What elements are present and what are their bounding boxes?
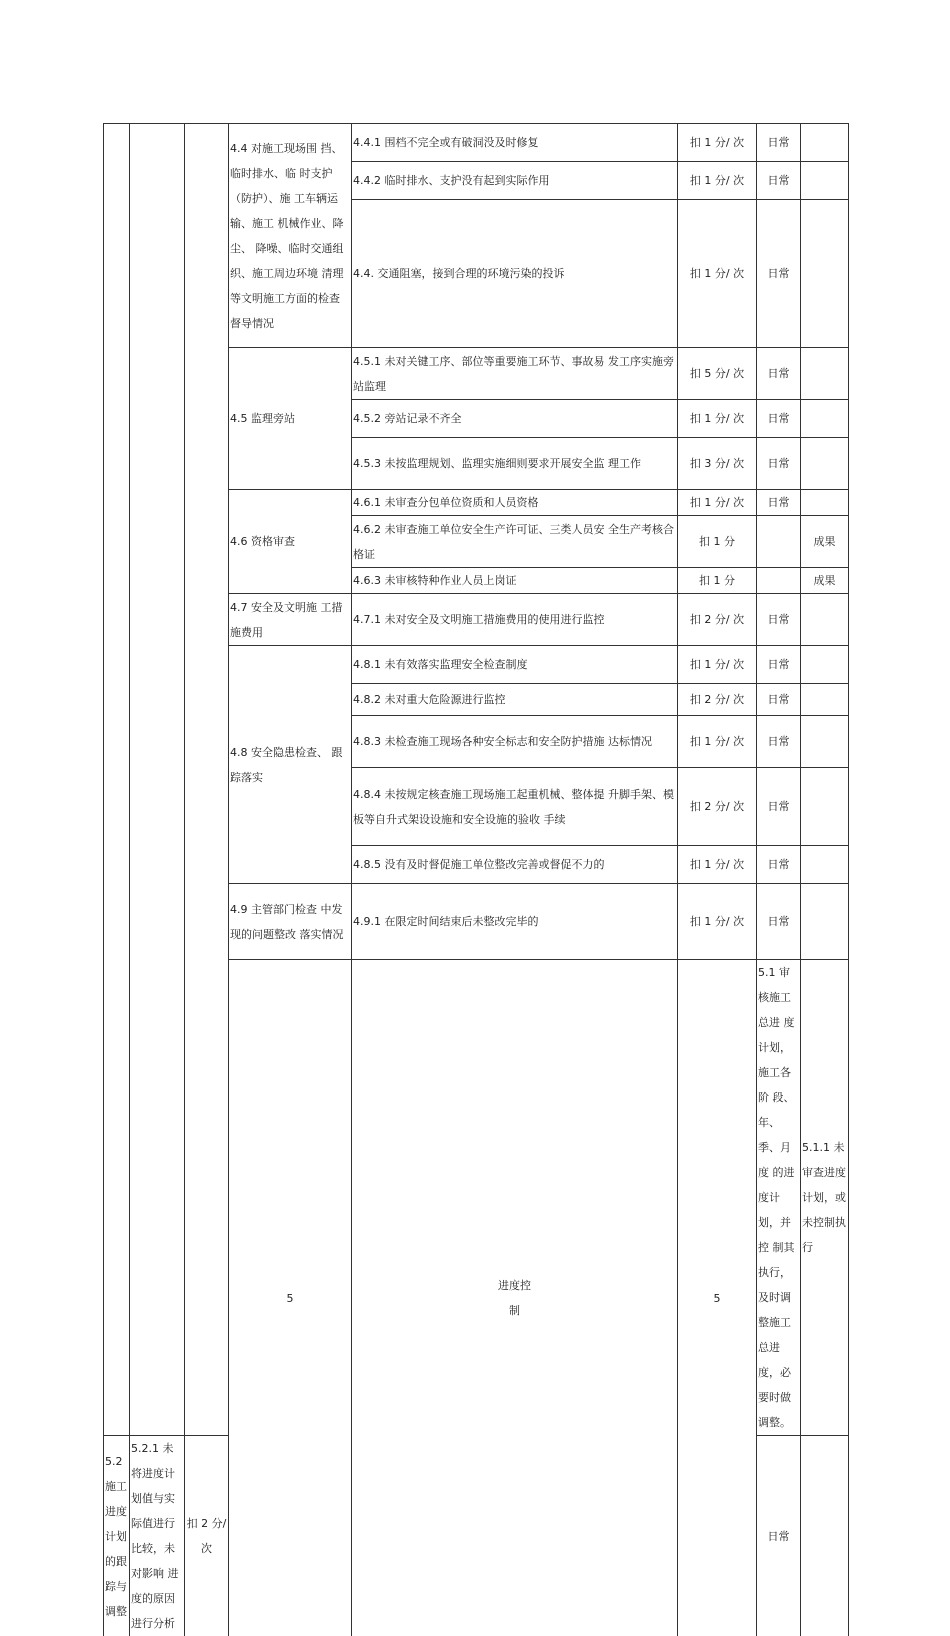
- criterion-text: 4.4.1 围档不完全或有破洞没及时修复: [352, 124, 678, 162]
- item-label: 4.9 主管部门检查 中发现的问题整改 落实情况: [229, 884, 352, 960]
- criterion-text: 4.4. 交通阻塞，接到合理的环境污染的投诉: [352, 200, 678, 348]
- deduction: 扣 2 分/ 次: [185, 1436, 229, 1636]
- section-5-name-line1: 进度控: [353, 1273, 676, 1298]
- deduction: 扣 1 分/ 次: [678, 846, 757, 884]
- item-label: 4.4 对施工现场围 挡、临时排水、临 时支护（防护）、施 工车辆运输、施工 机械作业、降尘、 降噪、临时交通组 织、施工周边环境 清理等文明施工方面的检查督导情况: [229, 124, 352, 348]
- criterion-text: 4.5.1 未对关键工序、部位等重要施工环节、事故易 发工序实施旁站监理: [352, 348, 678, 400]
- criterion-text: 4.6.1 未审查分包单位资质和人员资格: [352, 490, 678, 516]
- result: [801, 400, 849, 438]
- frequency: 日常: [757, 400, 801, 438]
- criterion-text: 4.6.3 未审核特种作业人员上岗证: [352, 568, 678, 594]
- evaluation-table: [103, 123, 849, 1636]
- deduction: 扣 2 分/ 次: [678, 684, 757, 716]
- criterion-text: 4.8.3 未检查施工现场各种安全标志和安全防护措施 达标情况: [352, 716, 678, 768]
- section-4-number-cell: [104, 124, 130, 1436]
- result: [801, 768, 849, 846]
- frequency: 日常: [757, 490, 801, 516]
- result: 成果: [801, 568, 849, 594]
- result: 成果: [801, 516, 849, 568]
- frequency: 日常: [757, 348, 801, 400]
- criterion-text: 4.9.1 在限定时间结束后未整改完毕的: [352, 884, 678, 960]
- deduction: 扣 1 分: [678, 568, 757, 594]
- frequency: 日常: [757, 846, 801, 884]
- item-label: 5.1 审核施工总进 度计划，施工各阶 段、年、季、月度 的进度计划，并控 制其执行，及时调 整施工总进度，必 要时做调整。: [757, 960, 801, 1436]
- item-label: 4.5 监理旁站: [229, 348, 352, 490]
- criterion-text: 4.8.5 没有及时督促施工单位整改完善或督促不力的: [352, 846, 678, 884]
- frequency: 日常: [757, 646, 801, 684]
- section-4-name-cell: [130, 124, 185, 1436]
- deduction: 扣 1 分/ 次: [678, 200, 757, 348]
- criterion-text: 4.6.2 未审查施工单位安全生产许可证、三类人员安 全生产考核合格证: [352, 516, 678, 568]
- result: [801, 162, 849, 200]
- result: [801, 594, 849, 646]
- criterion-text: 4.7.1 未对安全及文明施工措施费用的使用进行监控: [352, 594, 678, 646]
- frequency: 日常: [757, 1436, 801, 1636]
- result: [801, 716, 849, 768]
- frequency: 日常: [757, 884, 801, 960]
- item-label: 4.7 安全及文明施 工措施费用: [229, 594, 352, 646]
- result: [801, 1436, 849, 1636]
- frequency: 日常: [757, 162, 801, 200]
- criterion-text: 5.1.1 未审查进度计划，或未控制执行: [801, 960, 849, 1436]
- frequency: 日常: [757, 438, 801, 490]
- result: [801, 124, 849, 162]
- frequency: 日常: [757, 716, 801, 768]
- frequency: 日常: [757, 594, 801, 646]
- criterion-text: 4.8.1 未有效落实监理安全检查制度: [352, 646, 678, 684]
- result: [801, 684, 849, 716]
- section-5-name-line2: 制: [353, 1298, 676, 1323]
- result: [801, 438, 849, 490]
- criterion-text: 4.8.2 未对重大危险源进行监控: [352, 684, 678, 716]
- deduction: 扣 3 分/ 次: [678, 438, 757, 490]
- criterion-text: 5.2.1 未将进度计划值与实际值进行比较，未对影响 进度的原因进行分析: [130, 1436, 185, 1636]
- deduction: 扣 1 分/ 次: [678, 884, 757, 960]
- deduction: 扣 1 分/ 次: [678, 490, 757, 516]
- deduction: 扣 1 分/ 次: [678, 400, 757, 438]
- item-label: 5.2 施工进度计划 的跟踪与调整: [104, 1436, 130, 1636]
- result: [801, 200, 849, 348]
- deduction: 扣 1 分/ 次: [678, 716, 757, 768]
- deduction: 扣 1 分: [678, 516, 757, 568]
- table-row: [104, 124, 849, 162]
- frequency: 日常: [757, 768, 801, 846]
- deduction: 扣 2 分/ 次: [678, 768, 757, 846]
- section-4-score-cell: [185, 124, 229, 1436]
- frequency: 日常: [757, 684, 801, 716]
- result: [801, 490, 849, 516]
- deduction: 扣 2 分/ 次: [678, 594, 757, 646]
- criterion-text: 4.4.2 临时排水、支护没有起到实际作用: [352, 162, 678, 200]
- deduction: 扣 5 分/ 次: [678, 348, 757, 400]
- frequency: 日常: [757, 200, 801, 348]
- section-5-number: 5: [229, 960, 352, 1636]
- frequency: [757, 568, 801, 594]
- item-label: 4.8 安全隐患检查、 跟踪落实: [229, 646, 352, 884]
- result: [801, 884, 849, 960]
- item-label: 4.6 资格审查: [229, 490, 352, 594]
- result: [801, 348, 849, 400]
- deduction: 扣 1 分/ 次: [678, 124, 757, 162]
- criterion-text: 4.8.4 未按规定核查施工现场施工起重机械、整体提 升脚手架、模板等自升式架设设施和安全设施的验收 手续: [352, 768, 678, 846]
- section-5-score: 5: [678, 960, 757, 1636]
- criterion-text: 4.5.2 旁站记录不齐全: [352, 400, 678, 438]
- criterion-text: 4.5.3 未按监理规划、监理实施细则要求开展安全监 理工作: [352, 438, 678, 490]
- result: [801, 846, 849, 884]
- deduction: 扣 1 分/ 次: [678, 162, 757, 200]
- section-5-name: [352, 960, 678, 1636]
- frequency: 日常: [757, 124, 801, 162]
- frequency: [757, 516, 801, 568]
- deduction: 扣 1 分/ 次: [678, 646, 757, 684]
- result: [801, 646, 849, 684]
